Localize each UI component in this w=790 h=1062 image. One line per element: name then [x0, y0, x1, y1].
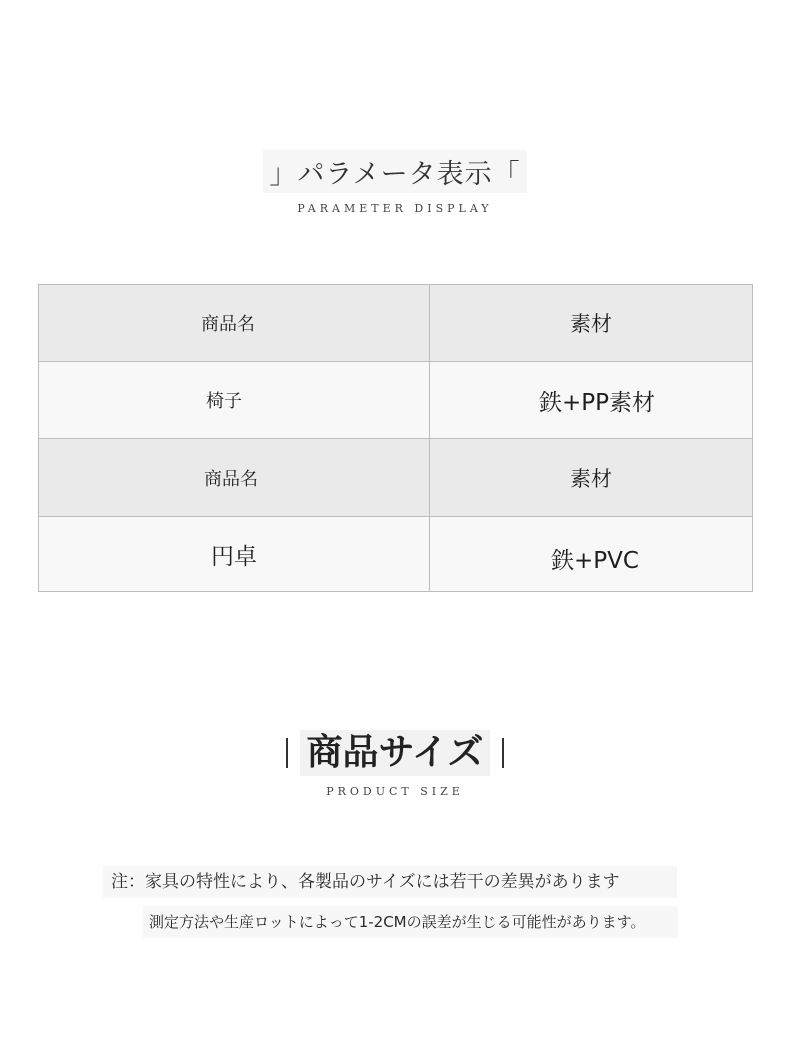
parameter-section-title-wrap [0, 150, 790, 193]
size-note-line-1: 注：家具の特性により、各製品のサイズには若干の差異があります [103, 866, 677, 898]
cell-label: 椅子 [206, 391, 242, 412]
table-cell [430, 362, 753, 439]
cell-value: 素材 [570, 466, 612, 491]
cell-value: 素材 [570, 312, 612, 336]
title-divider-left [286, 738, 288, 768]
cell-label: 商品名 [204, 468, 258, 490]
table-row [39, 285, 753, 362]
table-cell [430, 285, 753, 362]
size-section-title: 商品サイズ [300, 730, 489, 776]
table-row [39, 362, 753, 439]
size-section-subtitle: PRODUCT SIZE [326, 785, 464, 798]
table-cell [39, 362, 430, 439]
parameter-section-title: 」パラメータ表示「 [263, 150, 526, 193]
table-cell [430, 439, 753, 517]
cell-value: 鉄+PP素材 [538, 389, 655, 416]
table-cell [39, 517, 430, 592]
table-cell [430, 517, 753, 592]
spec-table [38, 284, 753, 592]
table-cell [39, 285, 430, 362]
size-title-group [286, 730, 503, 776]
cell-label: 商品名 [201, 314, 255, 335]
table-row [39, 517, 753, 592]
cell-label: 円卓 [211, 543, 257, 570]
title-divider-right [502, 738, 504, 768]
size-section-title-wrap [0, 730, 790, 776]
table-row [39, 439, 753, 517]
size-note-line-2: 測定方法や生産ロットによって1-2CMの誤差が生じる可能性があります。 [143, 906, 678, 938]
table-cell [39, 439, 430, 517]
parameter-section-subtitle: PARAMETER DISPLAY [297, 202, 493, 215]
cell-value: 鉄+PVC [551, 547, 639, 574]
